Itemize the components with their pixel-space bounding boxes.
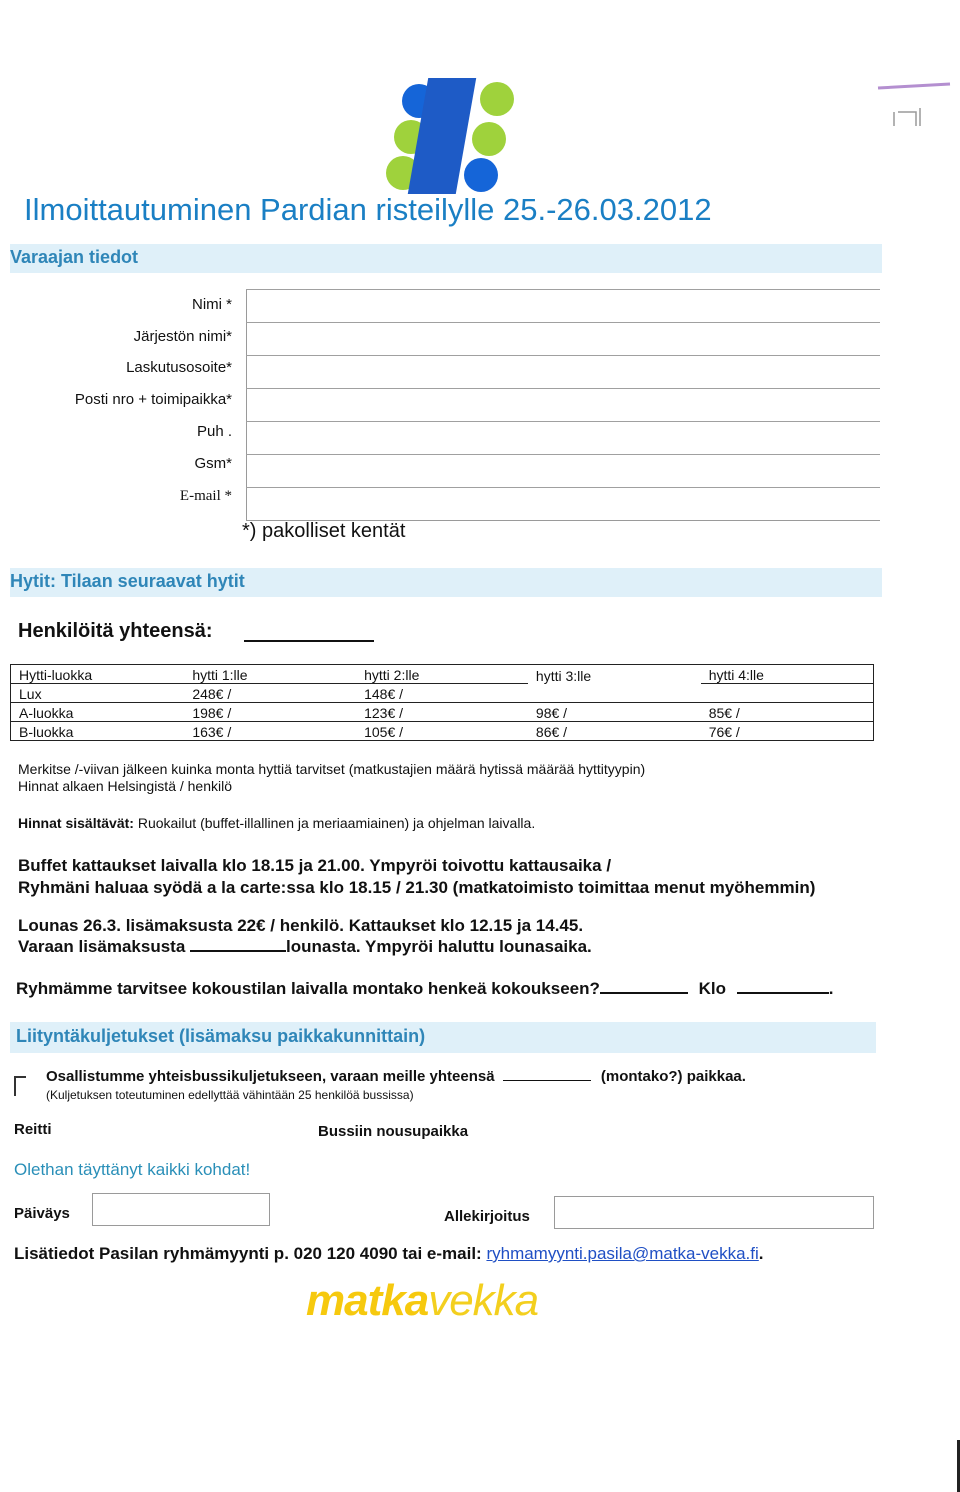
cabin-price-table [10,664,874,741]
section-band-booker [10,244,882,273]
check-all-note: Olethan täyttänyt kaikki kohdat! [14,1160,251,1179]
a-la-carte-text: Ryhmäni haluaa syödä a la carte:ssa klo 18.15 / 21.30 (matkatoimisto toimittaa menut myöhemmin) [18,878,816,897]
table-cell: A-luokka [11,703,185,722]
lunch-reserve-label: Varaan lisämaksusta [18,937,186,956]
field-label-postal: Posti nro + toimipaikka* [74,391,232,408]
field-billing-address-input[interactable] [246,355,880,356]
contact-text: Lisätiedot Pasilan ryhmämyynti p. 020 120 4090 tai e-mail: [14,1244,482,1263]
meeting-count-input[interactable] [600,980,688,994]
cabin-instruction: Merkitse /-viivan jälkeen kuinka monta hyttiä tarvitset (matkustajien määrä hytissä määrää hyttityypin) [18,761,646,777]
lunch-count-input[interactable] [190,938,286,952]
route-label: Reitti [14,1121,52,1138]
bus-suffix: (montako?) paikkaa. [600,1068,746,1085]
table-header-cell: hytti 2:lle [356,665,528,684]
table-cell[interactable]: 76€ / [701,722,874,741]
required-note: *) pakolliset kentät [242,520,406,542]
table-cell[interactable]: 163€ / [184,722,356,741]
pickup-label: Bussiin nousupaikka [318,1123,469,1140]
field-label-name: Nimi * [192,296,232,313]
brand-part-2: vekka [428,1276,539,1325]
field-organization-input[interactable] [246,322,880,323]
lunch-choose-text: lounasta. Ympyröi haluttu lounasaika. [286,937,592,956]
people-total-input[interactable] [244,640,374,642]
field-phone-input[interactable] [246,421,880,422]
field-postal-input[interactable] [246,388,880,389]
includes-label: Hinnat sisältävät: [18,815,134,831]
lunch-text: Lounas 26.3. lisämaksusta 22€ / henkilö. Kattaukset klo 12.15 ja 14.45. [18,916,584,935]
people-total-label: Henkilöitä yhteensä: [18,620,213,642]
table-cell[interactable]: 198€ / [184,703,356,722]
includes-line [18,815,535,831]
bus-seats-input[interactable] [503,1069,591,1081]
table-row [11,722,874,741]
bus-note: (Kuljetuksen toteutuminen edellyttää vähintään 25 henkilöä bussissa) [46,1088,414,1102]
field-label-phone: Puh . [196,423,232,440]
logo-dot [480,82,514,116]
table-header-cell: hytti 1:lle [184,665,356,684]
includes-text: Ruokailut (buffet-illallinen ja meriaamiainen) ja ohjelman laivalla. [137,815,536,831]
corner-mark-icon [876,82,952,138]
contact-line [14,1244,764,1264]
field-mobile-input[interactable] [246,454,880,455]
table-cell: B-luokka [11,722,185,741]
page-title: Ilmoittautuminen Pardian risteilylle 25.-26.03.2012 [24,192,712,227]
brand-logo [306,1276,538,1326]
lunch-reservation-line [18,937,592,957]
buffet-text: Buffet kattaukset laivalla klo 18.15 ja 21.00. Ympyröi toivottu kattausaika / [18,856,612,875]
table-cell[interactable]: 86€ / [528,722,701,741]
field-email-input[interactable] [246,487,880,488]
contact-email-link[interactable]: ryhmamyynti.pasila@matka-vekka.fi [486,1244,759,1263]
table-header-cell: hytti 4:lle [701,665,874,684]
table-row [11,684,874,703]
signature-field[interactable] [554,1196,874,1229]
table-header-cell: Hytti-luokka [11,665,185,684]
section-title-transfers: Liityntäkuljetukset (lisämaksu paikkakunnittain) [16,1026,426,1046]
meeting-klo-label: Klo [698,979,727,998]
section-title-booker: Varaajan tiedot [10,247,139,267]
meeting-end: . [828,979,834,998]
table-cell[interactable]: 248€ / [184,684,356,703]
table-header-row [11,665,874,684]
table-cell[interactable]: 85€ / [701,703,874,722]
table-cell[interactable]: 148€ / [356,684,528,703]
date-label: Päiväys [14,1205,70,1222]
field-label-billing-address: Laskutusosoite* [126,359,232,376]
section-title-cabins: Hytit: Tilaan seuraavat hytit [10,571,245,591]
cabin-price-note: Hinnat alkaen Helsingistä / henkilö [18,778,233,794]
date-field[interactable] [92,1193,270,1226]
logo-dot [464,158,498,192]
field-label-email: E-mail * [179,488,232,504]
table-row [11,703,874,722]
table-cell: Lux [11,684,185,703]
meeting-text: Ryhmämme tarvitsee kokoustilan laivalla montako henkeä kokoukseen? [16,979,600,998]
field-label-organization: Järjestön nimi* [133,328,232,345]
table-header-cell: hytti 3:lle [528,665,701,684]
meeting-line [16,979,834,999]
brand-part-1: matka [306,1276,429,1325]
contact-end: . [758,1244,764,1263]
meeting-time-input[interactable] [737,980,829,994]
table-cell [528,684,701,703]
table-cell[interactable]: 98€ / [528,703,701,722]
bus-line [46,1068,746,1085]
table-cell[interactable]: 123€ / [356,703,528,722]
table-cell[interactable]: 105€ / [356,722,528,741]
bus-checkbox[interactable] [14,1076,26,1096]
logo-dot [472,122,506,156]
signature-label: Allekirjoitus [444,1208,530,1225]
bus-text: Osallistumme yhteisbussikuljetukseen, varaan meille yhteensä [46,1068,495,1085]
field-label-mobile: Gsm* [194,455,232,472]
table-cell [701,684,874,703]
field-name-input[interactable] [246,289,880,290]
